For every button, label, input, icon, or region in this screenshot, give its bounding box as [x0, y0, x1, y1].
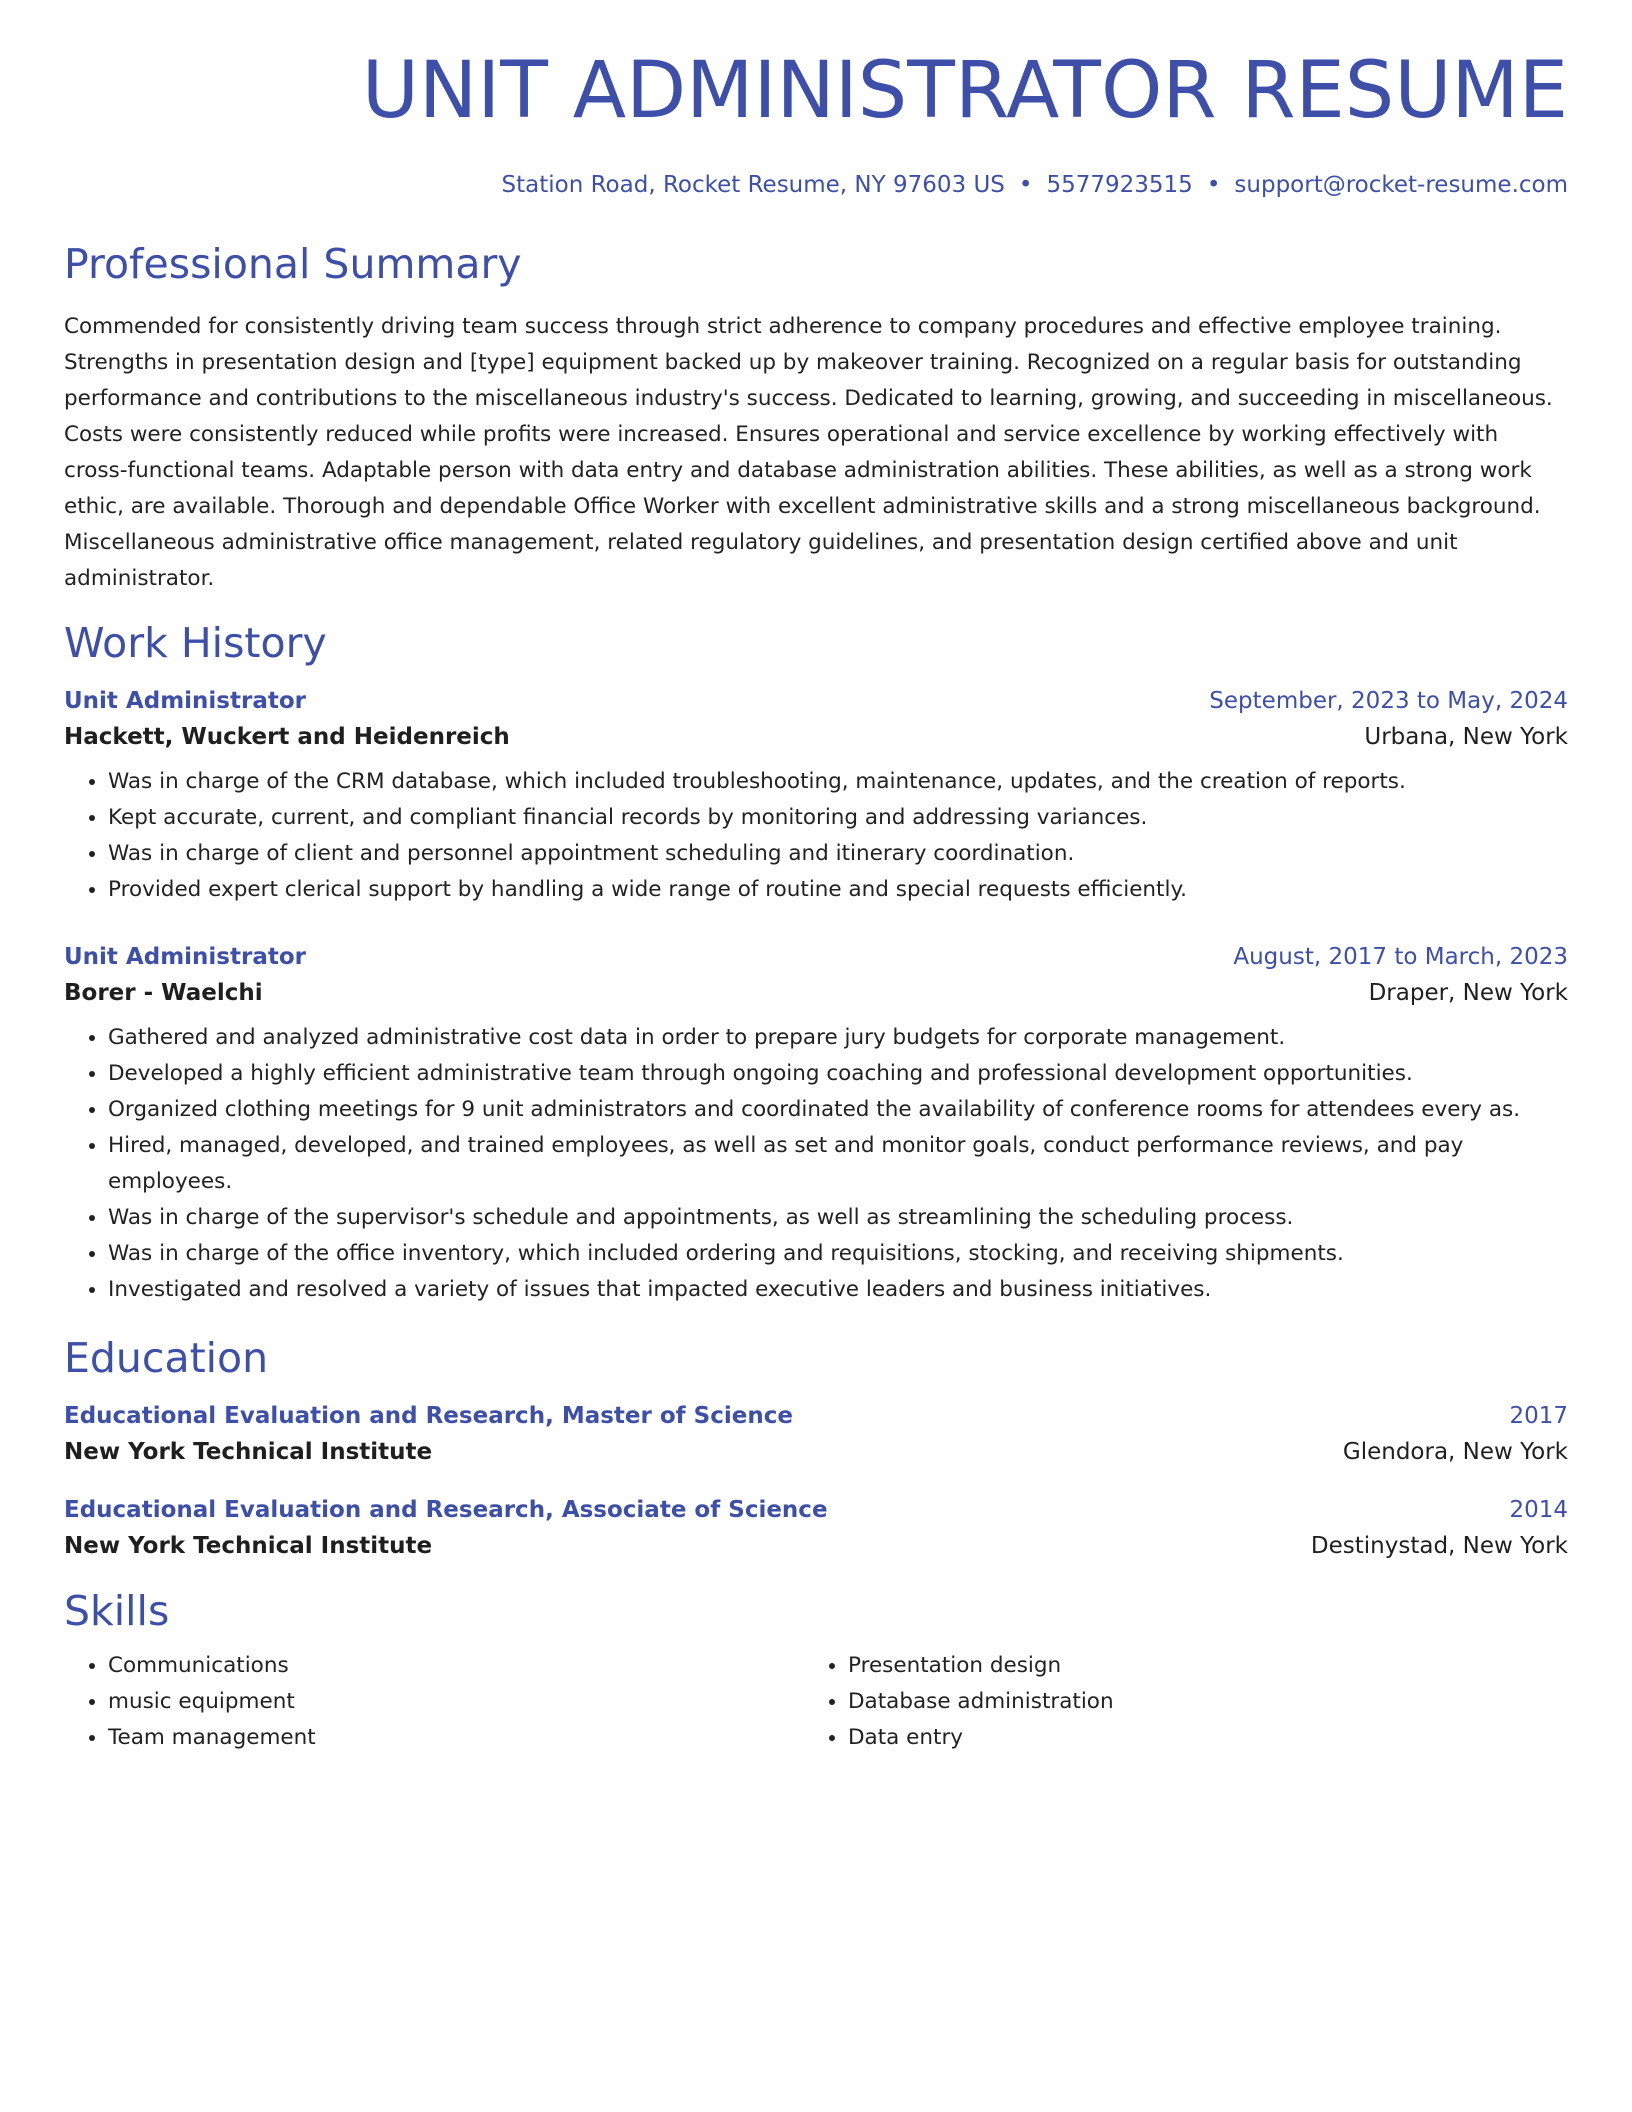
education-entry: [64, 1497, 1568, 1559]
job-bullet: • Gathered and analyzed administrative cost data in order to prepare jury budgets for corporate management.: [108, 1020, 1568, 1056]
job-company: Hackett, Wuckert and Heidenreich: [64, 724, 510, 751]
skills-column-right: [804, 1648, 1544, 1756]
education-school-row: [64, 1533, 1568, 1559]
skills-column-left: [64, 1648, 804, 1756]
skill-item: • Data entry: [848, 1720, 1544, 1756]
contact-separator: •: [1018, 172, 1033, 198]
job-entry: [64, 688, 1568, 908]
skill-item: • Team management: [108, 1720, 804, 1756]
job-header-row: [64, 944, 1568, 970]
skill-item: • Database administration: [848, 1684, 1544, 1720]
contact-email: support@rocket-resume.com: [1234, 172, 1568, 198]
education-year: 2014: [1509, 1497, 1568, 1524]
education-school-row: [64, 1439, 1568, 1465]
summary-section: [64, 242, 1568, 597]
job-bullet: • Investigated and resolved a variety of issues that impacted executive leaders and business initiatives.: [108, 1272, 1568, 1308]
contact-address: Station Road, Rocket Resume, NY 97603 US: [501, 172, 1005, 198]
job-bullet: • Organized clothing meetings for 9 unit administrators and coordinated the availability of conference rooms for attendees every as.: [108, 1092, 1568, 1128]
job-entry: [64, 944, 1568, 1308]
education-school: New York Technical Institute: [64, 1533, 433, 1560]
job-bullet: • Provided expert clerical support by handling a wide range of routine and special requests efficiently.: [108, 872, 1568, 908]
resume-header: [64, 0, 1568, 198]
job-bullets: [64, 1020, 1568, 1308]
job-location: Draper, New York: [1368, 980, 1568, 1007]
education-location: Destinystad, New York: [1310, 1533, 1568, 1560]
job-header-row: [64, 688, 1568, 714]
education-location: Glendora, New York: [1342, 1439, 1568, 1466]
section-title-work: Work History: [64, 619, 327, 668]
job-dates: August, 2017 to March, 2023: [1233, 944, 1568, 971]
job-bullet: • Was in charge of the CRM database, which included troubleshooting, maintenance, updates, and the creation of reports.: [108, 764, 1568, 800]
education-school: New York Technical Institute: [64, 1439, 433, 1466]
job-location: Urbana, New York: [1364, 724, 1568, 751]
contact-separator: •: [1206, 172, 1221, 198]
skills-section: [64, 1589, 1568, 1756]
job-company-row: [64, 980, 1568, 1006]
education-entry: [64, 1403, 1568, 1465]
skill-item: • Presentation design: [848, 1648, 1544, 1684]
work-history-section: [64, 621, 1568, 1308]
summary-text: Commended for consistently driving team success through strict adherence to company procedures and effective employee training. Strengths in presentation design and [type] equipment backed up by makeover training. Recognized on a regular basis for outstanding performance and contributions to the miscellaneous industry's success. Dedicated to learning, growing, and succeeding in miscellaneous. Costs were consistently reduced while profits were increased. Ensures operational and service excellence by working effectively with cross-functional teams. Adaptable person with data entry and database administration abilities. These abilities, as well as a strong work ethic, are available. Thorough and dependable Office Worker with excellent administrative skills and a strong miscellaneous background. Miscellaneous administrative office management, related regulatory guidelines, and presentation design certified above and unit administrator.: [64, 314, 1553, 592]
section-title-education: Education: [64, 1334, 269, 1383]
job-bullet: • Was in charge of the supervisor's schedule and appointments, as well as streamlining the scheduling process.: [108, 1200, 1568, 1236]
job-company-row: [64, 724, 1568, 750]
education-degree: Educational Evaluation and Research, Associate of Science: [64, 1497, 828, 1524]
job-title: Unit Administrator: [64, 944, 306, 971]
job-bullet: • Developed a highly efficient administrative team through ongoing coaching and professional development opportunities.: [108, 1056, 1568, 1092]
skill-item: • Communications: [108, 1648, 804, 1684]
job-bullet: • Hired, managed, developed, and trained employees, as well as set and monitor goals, conduct performance reviews, and pay employees.: [108, 1128, 1568, 1200]
contact-line: [64, 172, 1568, 198]
education-section: [64, 1336, 1568, 1559]
job-bullets: [64, 764, 1568, 908]
job-bullet: • Was in charge of client and personnel appointment scheduling and itinerary coordination.: [108, 836, 1568, 872]
section-title-summary: Professional Summary: [64, 240, 522, 288]
education-year: 2017: [1509, 1403, 1568, 1430]
education-header-row: [64, 1497, 1568, 1523]
contact-phone: 5577923515: [1046, 172, 1193, 198]
skill-item: • music equipment: [108, 1684, 804, 1720]
skills-grid: [64, 1648, 1568, 1756]
education-degree: Educational Evaluation and Research, Master of Science: [64, 1403, 793, 1430]
job-dates: September, 2023 to May, 2024: [1209, 688, 1568, 715]
education-header-row: [64, 1403, 1568, 1429]
job-title: Unit Administrator: [64, 688, 306, 715]
job-bullet: • Was in charge of the office inventory, which included ordering and requisitions, stocking, and receiving shipments.: [108, 1236, 1568, 1272]
job-bullet: • Kept accurate, current, and compliant financial records by monitoring and addressing variances.: [108, 800, 1568, 836]
job-company: Borer - Waelchi: [64, 980, 263, 1007]
section-title-skills: Skills: [64, 1587, 170, 1636]
resume-name: UNIT ADMINISTRATOR RESUME: [361, 46, 1568, 136]
